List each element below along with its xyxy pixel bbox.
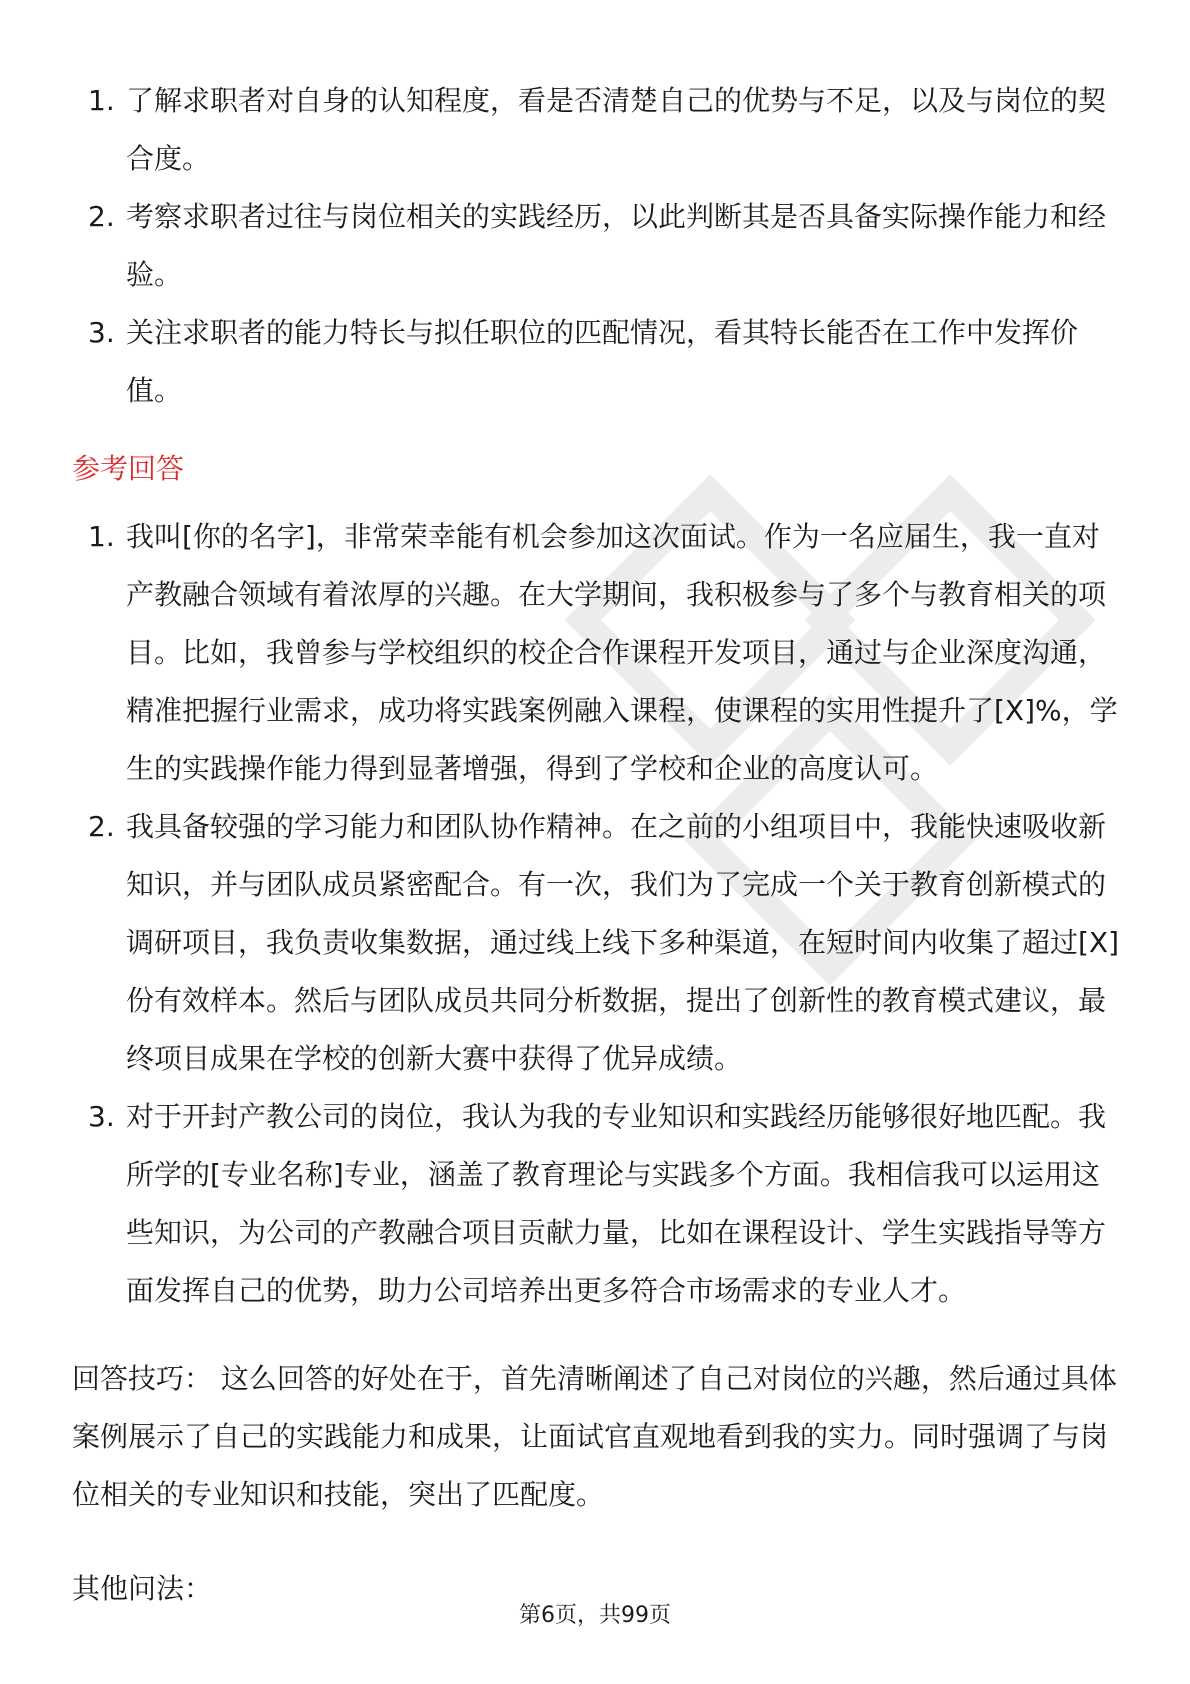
list-item	[72, 304, 1120, 420]
list-item-text: 我具备较强的学习能力和团队协作精神。在之前的小组项目中，我能快速吸收新知识，并与团队成员紧密配合。有一次，我们为了完成一个关于教育创新模式的调研项目，我负责收集数据，通过线上线下多种渠道，在短时间内收集了超过[X]份有效样本。然后与团队成员共同分析数据，提出了创新性的教育模式建议，最终项目成果在学校的创新大赛中获得了优异成绩。	[126, 810, 1120, 1075]
list-item-text: 了解求职者对自身的认知程度，看是否清楚自己的优势与不足，以及与岗位的契合度。	[126, 84, 1107, 175]
list-item	[72, 798, 1120, 1088]
list-item	[72, 188, 1120, 304]
other-phrasings-heading: 其他问法：	[72, 1572, 213, 1605]
list-item-text: 对于开封产教公司的岗位，我认为我的专业知识和实践经历能够很好地匹配。我所学的[专业名称]专业，涵盖了教育理论与实践多个方面。我相信我可以运用这些知识，为公司的产教融合项目贡献力量，比如在课程设计、学生实践指导等方面发挥自己的优势，助力公司培养出更多符合市场需求的专业人才。	[126, 1100, 1107, 1307]
answer-tips-paragraph: 回答技巧： 这么回答的好处在于，首先清晰阐述了自己对岗位的兴趣，然后通过具体案例展示了自己的实践能力和成果，让面试官直观地看到我的实力。同时强调了与岗位相关的专业知识和技能，突出了匹配度。	[72, 1362, 1117, 1511]
list-item-number: 3.	[88, 316, 115, 349]
list-item-number: 2.	[88, 810, 115, 843]
reference-answer-heading: 参考回答	[72, 452, 185, 485]
question-purpose-list	[72, 72, 1120, 420]
reference-answer-list	[72, 508, 1120, 1320]
list-item	[72, 508, 1120, 798]
list-item-text: 我叫[你的名字]，非常荣幸能有机会参加这次面试。作为一名应届生，我一直对产教融合领域有着浓厚的兴趣。在大学期间，我积极参与了多个与教育相关的项目。比如，我曾参与学校组织的校企合作课程开发项目，通过与企业深度沟通，精准把握行业需求，成功将实践案例融入课程，使课程的实用性提升了[X]%，学生的实践操作能力得到显著增强，得到了学校和企业的高度认可。	[126, 520, 1118, 785]
list-item-text: 关注求职者的能力特长与拟任职位的匹配情况，看其特长能否在工作中发挥价值。	[126, 316, 1079, 407]
list-item-number: 1.	[88, 520, 115, 553]
list-item-text: 考察求职者过往与岗位相关的实践经历，以此判断其是否具备实际操作能力和经验。	[126, 200, 1107, 291]
list-item-number: 3.	[88, 1100, 115, 1133]
list-item-number: 2.	[88, 200, 115, 233]
list-item	[72, 72, 1120, 188]
page-footer: 第6页，共99页	[519, 1603, 671, 1628]
list-item	[72, 1088, 1120, 1320]
list-item-number: 1.	[88, 84, 115, 117]
